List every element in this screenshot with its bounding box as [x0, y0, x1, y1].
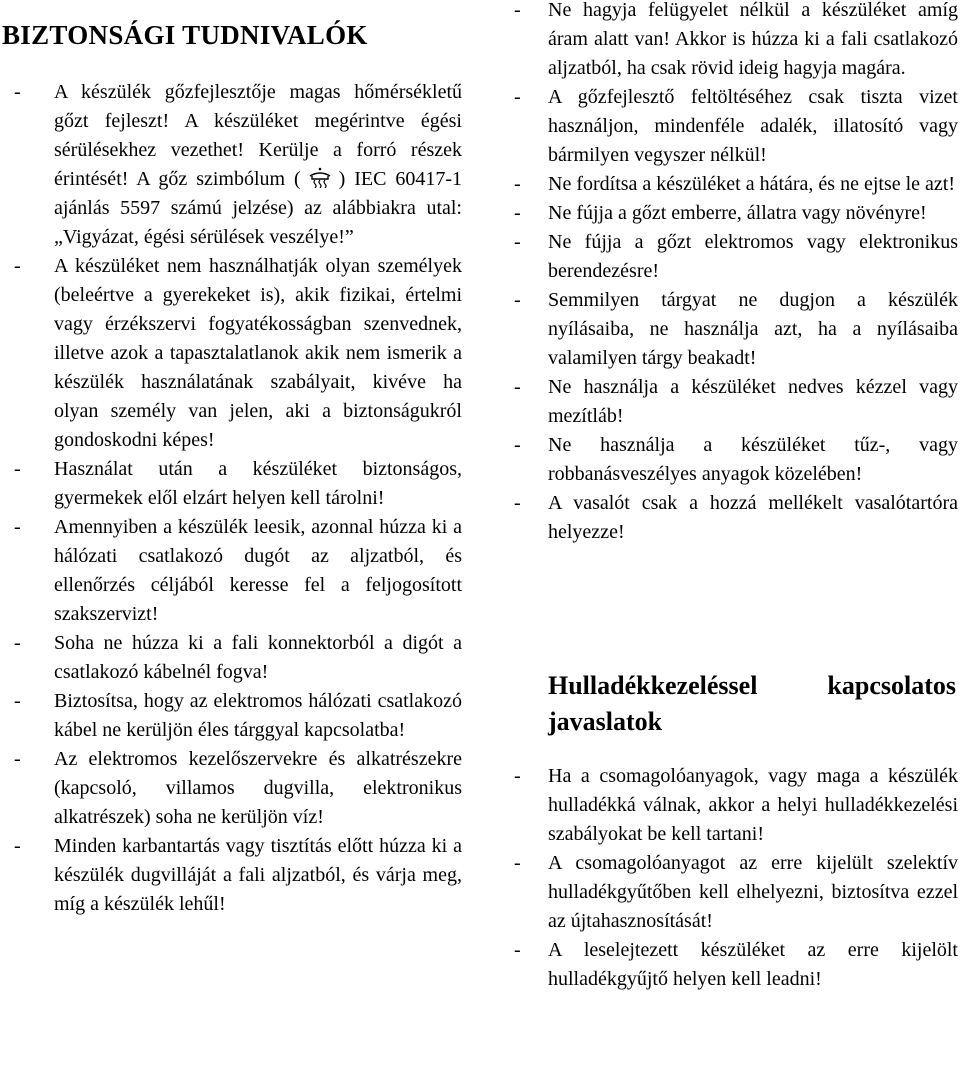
bullet-dash: -: [514, 289, 521, 311]
safety-list-right: [512, 0, 958, 547]
bullet-dash: -: [514, 852, 521, 874]
list-item-text: Ne fújja a gőzt elektromos vagy elektronikus berendezésre!: [548, 231, 958, 282]
bullet-dash: -: [514, 202, 521, 224]
list-item: [2, 455, 462, 513]
bullet-dash: -: [514, 173, 521, 195]
waste-list: [512, 762, 958, 994]
list-item-text: Ne fordítsa a készüléket a hátára, és ne ejtse le azt!: [548, 173, 956, 195]
list-item: [512, 83, 958, 170]
list-item-text: A csomagolóanyagot az erre kijelült szelektív hulladékgyűtőben kell elhelyezni, biztosítva ezzel az újtahasznosítását!: [548, 852, 958, 932]
list-item-text: Az elektromos kezelőszervekre és alkatrészekre (kapcsoló, villamos dugvilla, elektronikus alkatrészek) soha ne kerüljön víz!: [54, 748, 462, 828]
list-item-text: A vasalót csak a hozzá mellékelt vasalótartóra helyezze!: [548, 492, 958, 543]
list-item: [512, 431, 958, 489]
bullet-dash: -: [514, 0, 521, 21]
list-item: [2, 513, 462, 629]
bullet-dash: -: [514, 492, 521, 514]
bullet-dash: -: [514, 231, 521, 253]
list-item: [2, 687, 462, 745]
bullet-dash: -: [14, 632, 21, 654]
list-item-text-part: ) IEC 60417-1 ajánlás 5597 számú jelzése) az alábbiakra utal: „Vigyázat, égési sérülések veszélye!”: [54, 168, 462, 248]
list-item-text: Soha ne húzza ki a fali konnektorból a digót a csatlakozó kábelnél fogva!: [54, 632, 462, 683]
list-item-text: Semmilyen tárgyat ne dugjon a készülék nyílásaiba, ne használja azt, ha a nyílásaiba valamilyen tárgy beakadt!: [548, 289, 958, 369]
list-item: [2, 78, 462, 252]
list-item: [512, 199, 958, 228]
list-item: [2, 252, 462, 455]
list-item: [512, 373, 958, 431]
bullet-dash: -: [14, 255, 21, 277]
bullet-dash: -: [514, 765, 521, 787]
list-item: [512, 489, 958, 547]
bullet-dash: -: [514, 376, 521, 398]
list-item-text: Ne fújja a gőzt emberre, állatra vagy növényre!: [548, 202, 927, 224]
list-item-text: Ne használja a készüléket tűz-, vagy robbanásveszélyes anyagok közelében!: [548, 434, 958, 485]
bullet-dash: -: [514, 939, 521, 961]
waste-heading: Hulladékkezeléssel kapcsolatos javaslatok: [548, 671, 956, 736]
list-item: [2, 832, 462, 919]
list-item-text: A gőzfejlesztő feltöltéséhez csak tiszta vizet használjon, mindenféle adalék, illatosító vagy bármilyen vegyszer nélkül!: [548, 86, 958, 166]
list-item: [512, 0, 958, 83]
bullet-dash: -: [514, 434, 521, 456]
bullet-dash: -: [14, 835, 21, 857]
list-item-text: Ne használja a készüléket nedves kézzel vagy mezítláb!: [548, 376, 958, 427]
bullet-dash: -: [14, 690, 21, 712]
list-item: [512, 849, 958, 936]
list-item-text-part: A készülék gőzfejlesztője magas hőmérsékletű gőzt fejleszt! A készüléket megérintve égési sérülésekhez vezethet! Kerülje a forró részek érintését! A gőz szimbólum (: [54, 81, 462, 190]
list-item-text: Használat után a készüléket biztonságos, gyermekek elől elzárt helyen kell tárolni!: [54, 458, 462, 509]
list-item-text: Minden karbantartás vagy tisztítás előtt húzza ki a készülék dugvilláját a fali aljzatból, és várja meg, míg a készülék lehűl!: [54, 835, 462, 915]
list-item-text: Biztosítsa, hogy az elektromos hálózati csatlakozó kábel ne kerüljön éles tárggyal kapcsolatba!: [54, 690, 462, 741]
bullet-dash: -: [14, 458, 21, 480]
list-item: [512, 936, 958, 994]
list-item-text: Amennyiben a készülék leesik, azonnal húzza ki a hálózati csatlakozó dugót az aljzatból, és ellenőrzés céljából keresse fel a feljogosított szakszervizt!: [54, 516, 462, 625]
list-item: [512, 286, 958, 373]
list-item-text: A leselejtezett készüléket az erre kijelölt hulladékgyűjtő helyen kell leadni!: [548, 939, 958, 990]
safety-list-left: [2, 78, 462, 919]
list-item-text: Ha a csomagolóanyagok, vagy maga a készülék hulladékká válnak, akkor a helyi hulladékkezelési szabályokat be kell tartani!: [548, 765, 958, 845]
safety-heading: BIZTONSÁGI TUDNIVALÓK: [2, 20, 368, 50]
list-item: [2, 629, 462, 687]
list-item-text: Ne hagyja felügyelet nélkül a készüléket amíg áram alatt van! Akkor is húzza ki a fali csatlakozó aljzatból, ha csak rövid ideig hagyja magára.: [548, 0, 958, 79]
list-item: [512, 170, 958, 199]
list-item: [512, 228, 958, 286]
bullet-dash: -: [514, 86, 521, 108]
bullet-dash: -: [14, 516, 21, 538]
bullet-dash: -: [14, 81, 21, 103]
list-item: [2, 745, 462, 832]
list-item-text: A készüléket nem használhatják olyan személyek (beleértve a gyerekeket is), akik fizikai, értelmi vagy érzékszervi fogyatékosságban szenvednek, illetve azok a tapasztalatlanok akik nem ismerik a készülék használatának szabályait, kivéve ha olyan személy van jelen, aki a biztonságukról gondoskodni képes!: [54, 255, 462, 451]
list-item: [512, 762, 958, 849]
steam-symbol-icon: [307, 166, 333, 188]
bullet-dash: -: [14, 748, 21, 770]
